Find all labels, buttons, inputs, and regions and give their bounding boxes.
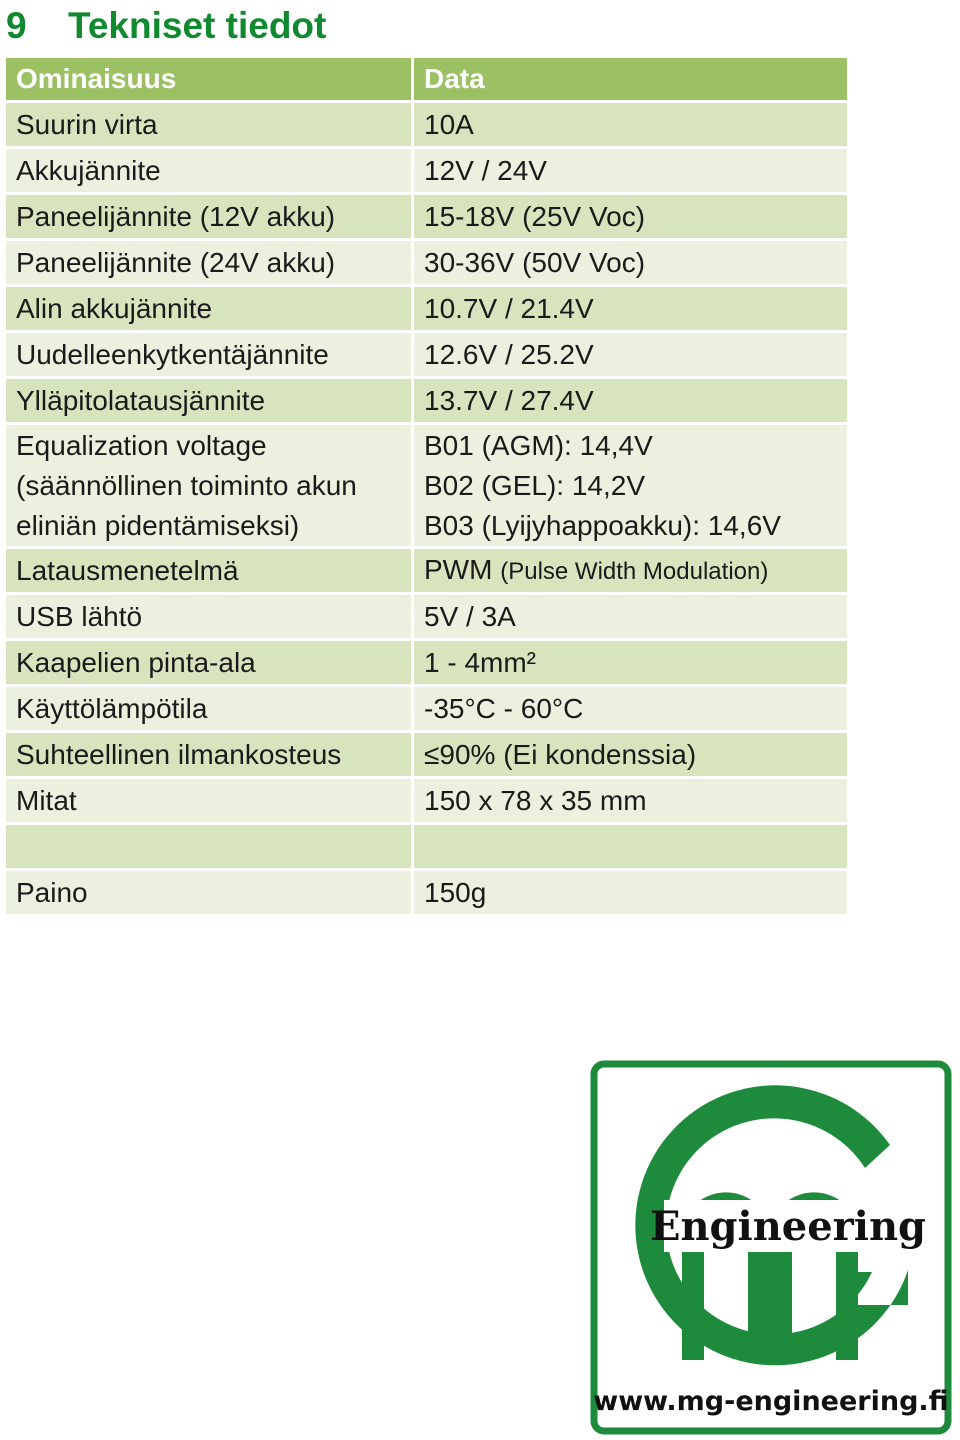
row-value: 1 - 4mm² xyxy=(414,641,847,687)
value-line: B02 (GEL): 14,2V xyxy=(424,469,646,501)
header-data: Data xyxy=(414,58,847,103)
row-property: Ylläpitolatausjännite xyxy=(6,379,411,425)
property-line: eliniän pidentämiseksi) xyxy=(16,509,300,541)
row-value-multiline xyxy=(414,425,847,549)
table-row xyxy=(6,379,847,425)
value-main: PWM xyxy=(424,553,493,585)
logo-wordmark: Engineering xyxy=(649,1203,927,1250)
row-property: Uudelleenkytkentäjännite xyxy=(6,333,411,379)
header-property: Ominaisuus xyxy=(6,58,411,103)
row-value: -35°C - 60°C xyxy=(414,687,847,733)
row-value: 10A xyxy=(414,103,847,149)
table-row xyxy=(6,333,847,379)
row-value: 15-18V (25V Voc) xyxy=(414,195,847,241)
row-property: Paneelijännite (12V akku) xyxy=(6,195,411,241)
row-property: Paneelijännite (24V akku) xyxy=(6,241,411,287)
row-property: Akkujännite xyxy=(6,149,411,195)
row-property: Käyttölämpötila xyxy=(6,687,411,733)
row-property: Suurin virta xyxy=(6,103,411,149)
section-number: 9 xyxy=(6,5,27,46)
table-row xyxy=(6,733,847,779)
row-value xyxy=(414,825,847,871)
value-line: B03 (Lyijyhappoakku): 14,6V xyxy=(424,509,781,541)
row-property: Latausmenetelmä xyxy=(6,549,411,595)
row-value: 30-36V (50V Voc) xyxy=(414,241,847,287)
table-row-empty xyxy=(6,825,847,871)
spec-table xyxy=(3,58,850,917)
table-row xyxy=(6,595,847,641)
table-row xyxy=(6,195,847,241)
row-property: USB lähtö xyxy=(6,595,411,641)
table-row xyxy=(6,287,847,333)
row-value: 12V / 24V xyxy=(414,149,847,195)
value-note: (Pulse Width Modulation) xyxy=(500,557,769,585)
row-property-multiline xyxy=(6,425,411,549)
table-row xyxy=(6,241,847,287)
row-value: 5V / 3A xyxy=(414,595,847,641)
row-property xyxy=(6,825,411,871)
logo-url: www.mg-engineering.fi xyxy=(593,1386,949,1417)
property-line: (säännöllinen toiminto akun xyxy=(16,469,357,501)
row-value: 150g xyxy=(414,871,847,917)
row-value: 12.6V / 25.2V xyxy=(414,333,847,379)
row-property: Mitat xyxy=(6,779,411,825)
section-title: Tekniset tiedot xyxy=(68,5,327,46)
table-row xyxy=(6,687,847,733)
section-heading xyxy=(6,2,326,50)
row-property: Paino xyxy=(6,871,411,917)
row-property: Kaapelien pinta-ala xyxy=(6,641,411,687)
row-value xyxy=(414,549,847,595)
table-row xyxy=(6,549,847,595)
table-row xyxy=(6,641,847,687)
table-header-row xyxy=(6,58,847,103)
row-value: 10.7V / 21.4V xyxy=(414,287,847,333)
row-value: 13.7V / 27.4V xyxy=(414,379,847,425)
row-value: 150 x 78 x 35 mm xyxy=(414,779,847,825)
table-row xyxy=(6,871,847,917)
table-row xyxy=(6,149,847,195)
company-logo xyxy=(590,1060,952,1435)
row-value: ≤90% (Ei kondenssia) xyxy=(414,733,847,779)
row-property: Suhteellinen ilmankosteus xyxy=(6,733,411,779)
row-property: Alin akkujännite xyxy=(6,287,411,333)
property-line: Equalization voltage xyxy=(16,429,267,461)
mg-engineering-logo xyxy=(590,1060,952,1435)
table-row-equalization xyxy=(6,425,847,549)
value-line: B01 (AGM): 14,4V xyxy=(424,429,653,461)
table-row xyxy=(6,103,847,149)
table-row xyxy=(6,779,847,825)
